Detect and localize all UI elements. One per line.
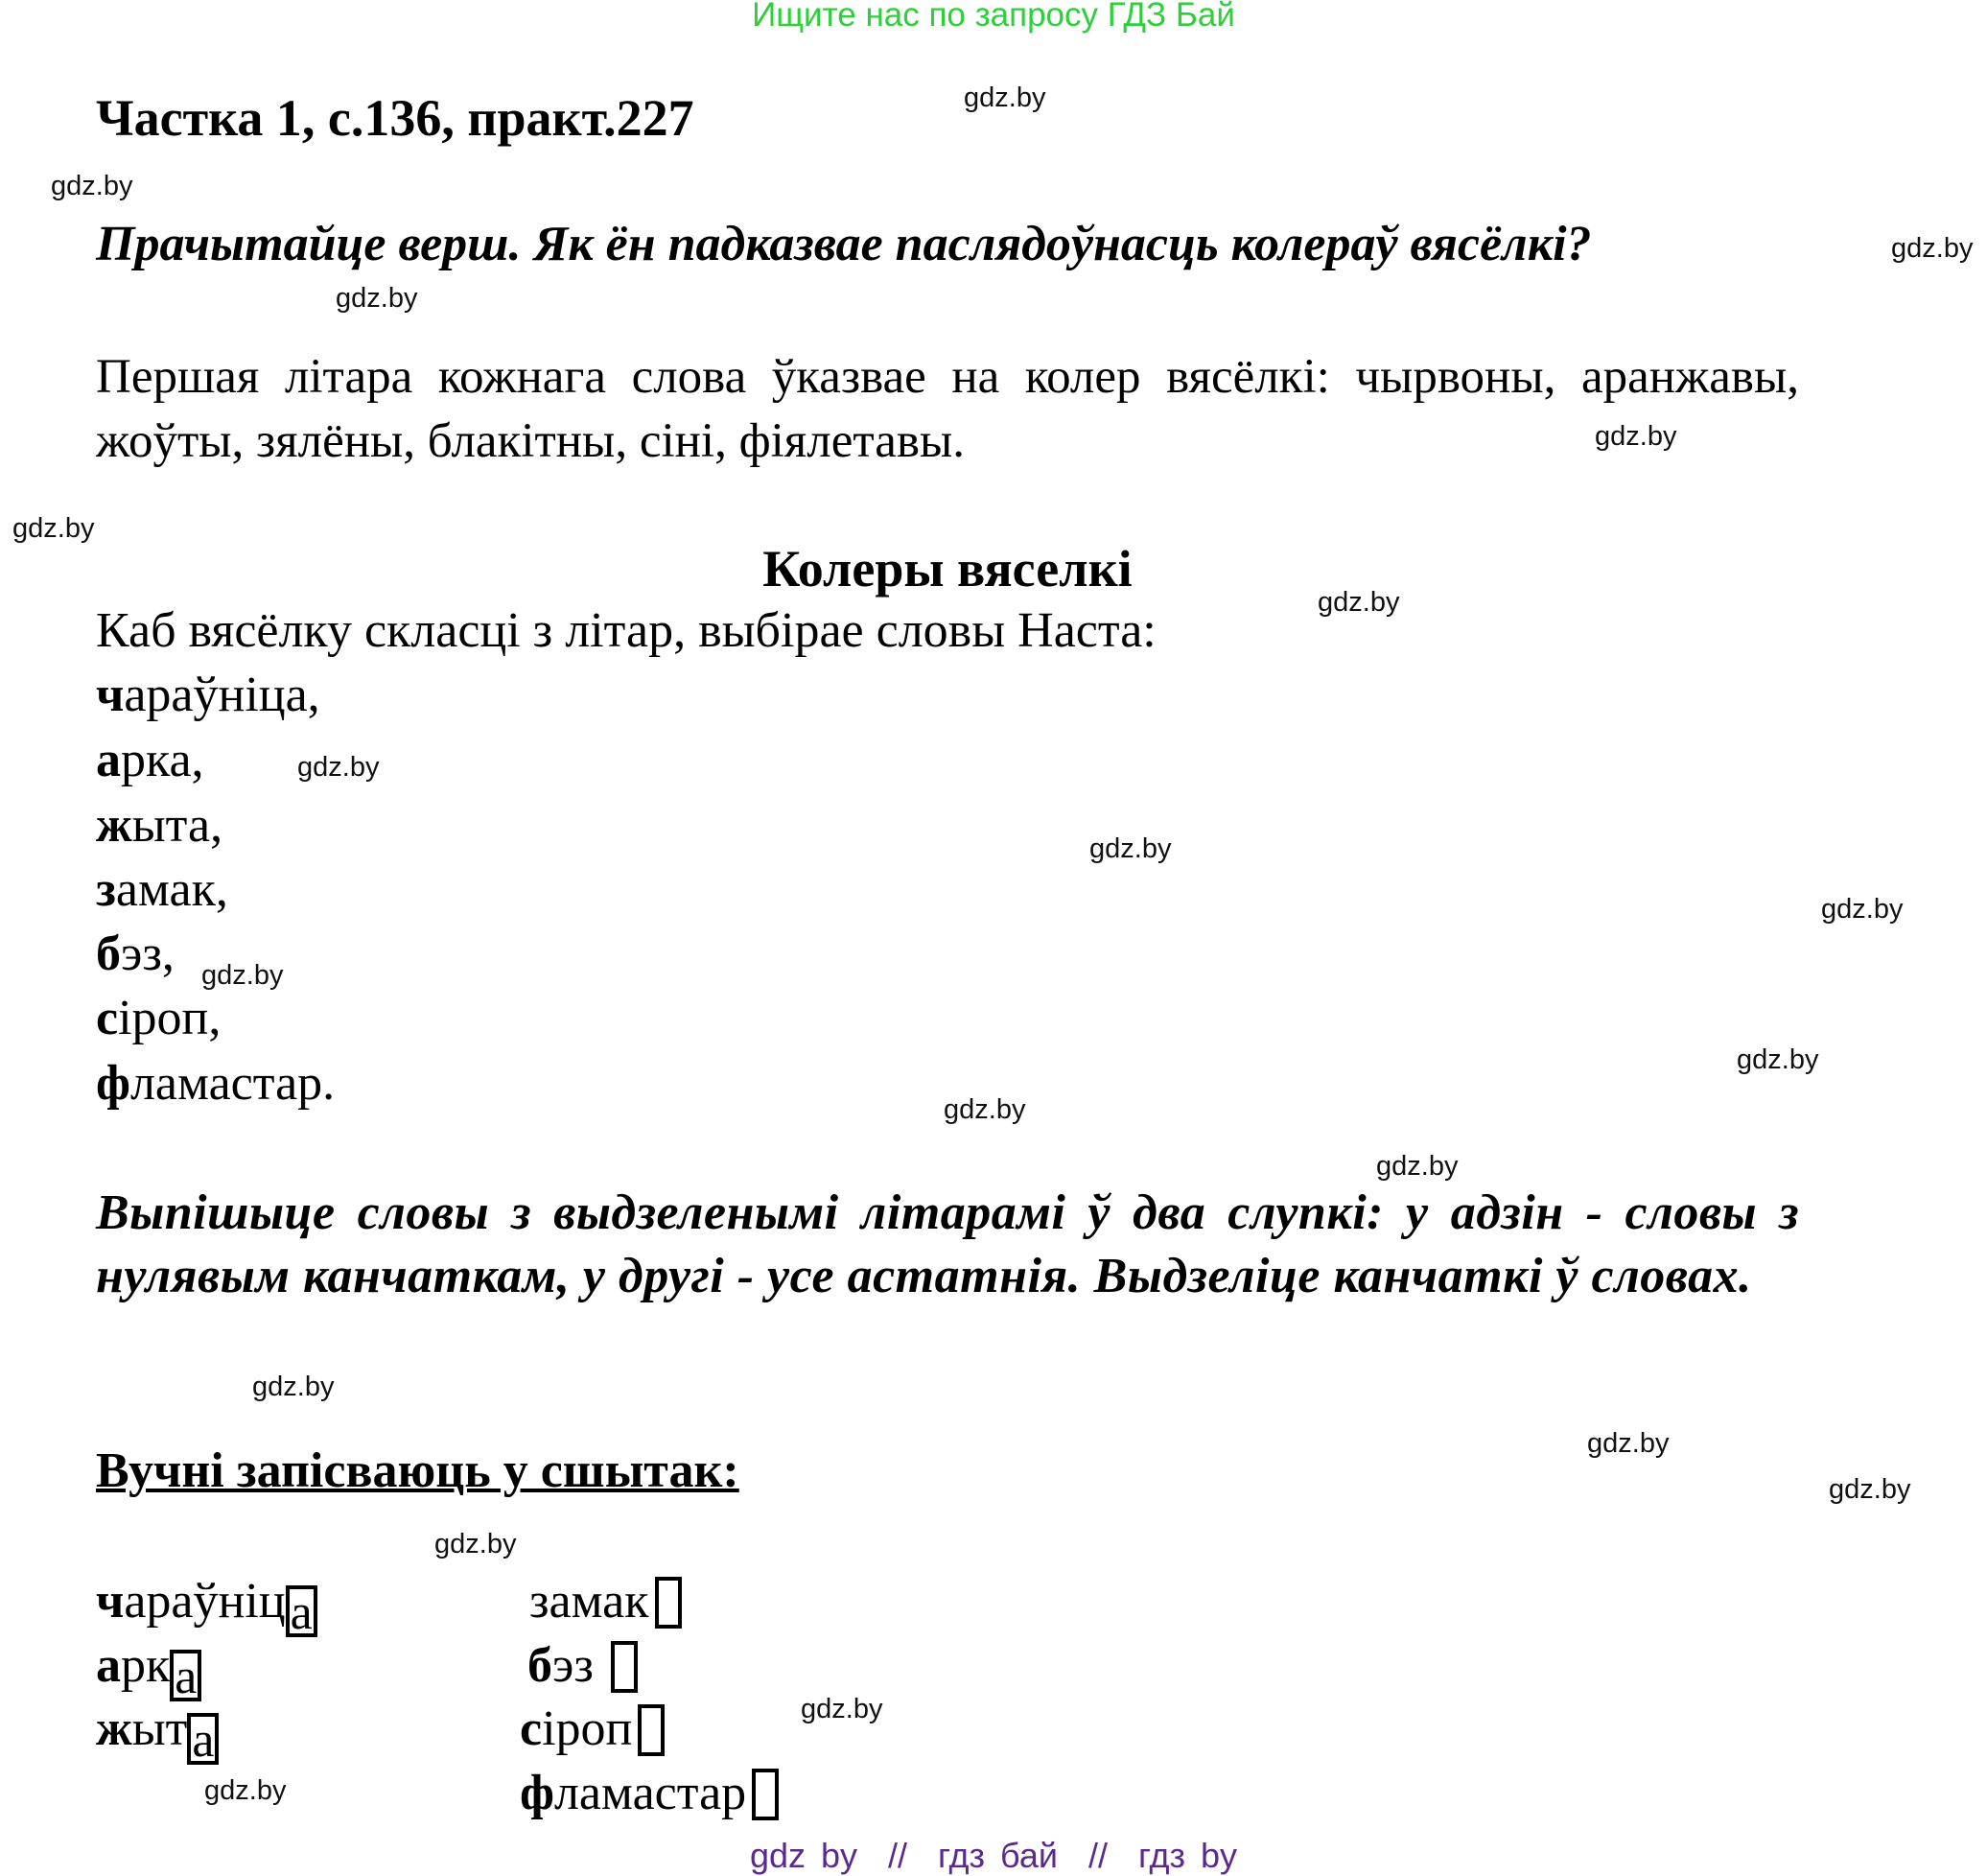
watermark: gdz.by [1587, 1428, 1670, 1459]
poem-title: Колеры вяселкі [762, 540, 1133, 598]
task-1: Прачытайце верш. Як ён падказвае паслядоўнасць колераў вясёлкі? [96, 217, 1592, 271]
watermark: gdz.by [51, 171, 133, 201]
poem-line: чараўніца, [96, 668, 320, 722]
watermark: gdz.by [1829, 1474, 1911, 1505]
watermark: gdz.by [252, 1372, 335, 1402]
watermark: gdz.by [1821, 894, 1904, 925]
poem-line: фламастар. [96, 1056, 336, 1111]
word-zero-ending: бэз [527, 1637, 638, 1694]
poem-line: бэз, [96, 926, 175, 981]
answer-1: Першая літара кожнага слова ўказвае на колер вясёлкі: чырвоны, аранжавы, жоўты, зялёны, блакітны, сіні, фіялетавы. [96, 350, 1799, 468]
ending-box: а [187, 1713, 219, 1765]
watermark: gdz.by [1891, 233, 1974, 264]
poem-line: сіроп, [96, 991, 222, 1045]
zero-ending-box [752, 1769, 779, 1820]
watermark: gdz.by [434, 1529, 517, 1559]
word-with-ending: арка [96, 1637, 201, 1701]
poem-intro: Каб вясёлку скласці з літар, выбірае словы Наста: [96, 603, 1157, 658]
watermark: gdz.by [297, 752, 380, 783]
word-zero-ending: сіроп [520, 1700, 665, 1757]
ending-box: а [170, 1650, 201, 1701]
word-zero-ending: замак [529, 1573, 682, 1630]
zero-ending-box [638, 1704, 665, 1756]
task-2: Выпішыце словы з выдзеленымі літарамі ў два слупкі: у адзін - словы з нулявым канчаткам, у другі - усе астатнія. Выдзеліце канчаткі ў словах. [96, 1185, 1799, 1303]
watermark: gdz.by [964, 82, 1046, 113]
word-zero-ending: фламастар [520, 1765, 779, 1821]
zero-ending-box [655, 1577, 682, 1629]
watermark: gdz.by [1089, 833, 1172, 864]
watermark: gdz.by [336, 283, 418, 314]
watermark: gdz.by [1376, 1151, 1459, 1182]
page-title: Частка 1, с.136, практ.227 [96, 89, 694, 147]
poem-line: арка, [96, 733, 204, 787]
watermark: gdz.by [201, 960, 284, 991]
watermark: gdz.by [1737, 1044, 1819, 1075]
footer-watermark: gdz by // гдз бай // гдз by [749, 1836, 1238, 1875]
watermark: gdz.by [12, 513, 95, 544]
word-with-ending: жыта [96, 1700, 219, 1765]
ending-box: а [286, 1585, 317, 1637]
watermark: gdz.by [801, 1694, 883, 1724]
search-hint-banner: Ищите нас по запросу ГДЗ Бай [752, 0, 1235, 34]
word-with-ending: чараўніца [96, 1573, 317, 1637]
watermark: gdz.by [1318, 587, 1400, 618]
poem-line: жыта, [96, 798, 223, 853]
zero-ending-box [611, 1641, 638, 1693]
watermark: gdz.by [944, 1094, 1026, 1125]
poem-line: замак, [96, 862, 228, 917]
notebook-heading: Вучні запісваюць у сшытак: [96, 1443, 739, 1498]
watermark: gdz.by [204, 1775, 287, 1806]
watermark: gdz.by [1595, 421, 1677, 452]
